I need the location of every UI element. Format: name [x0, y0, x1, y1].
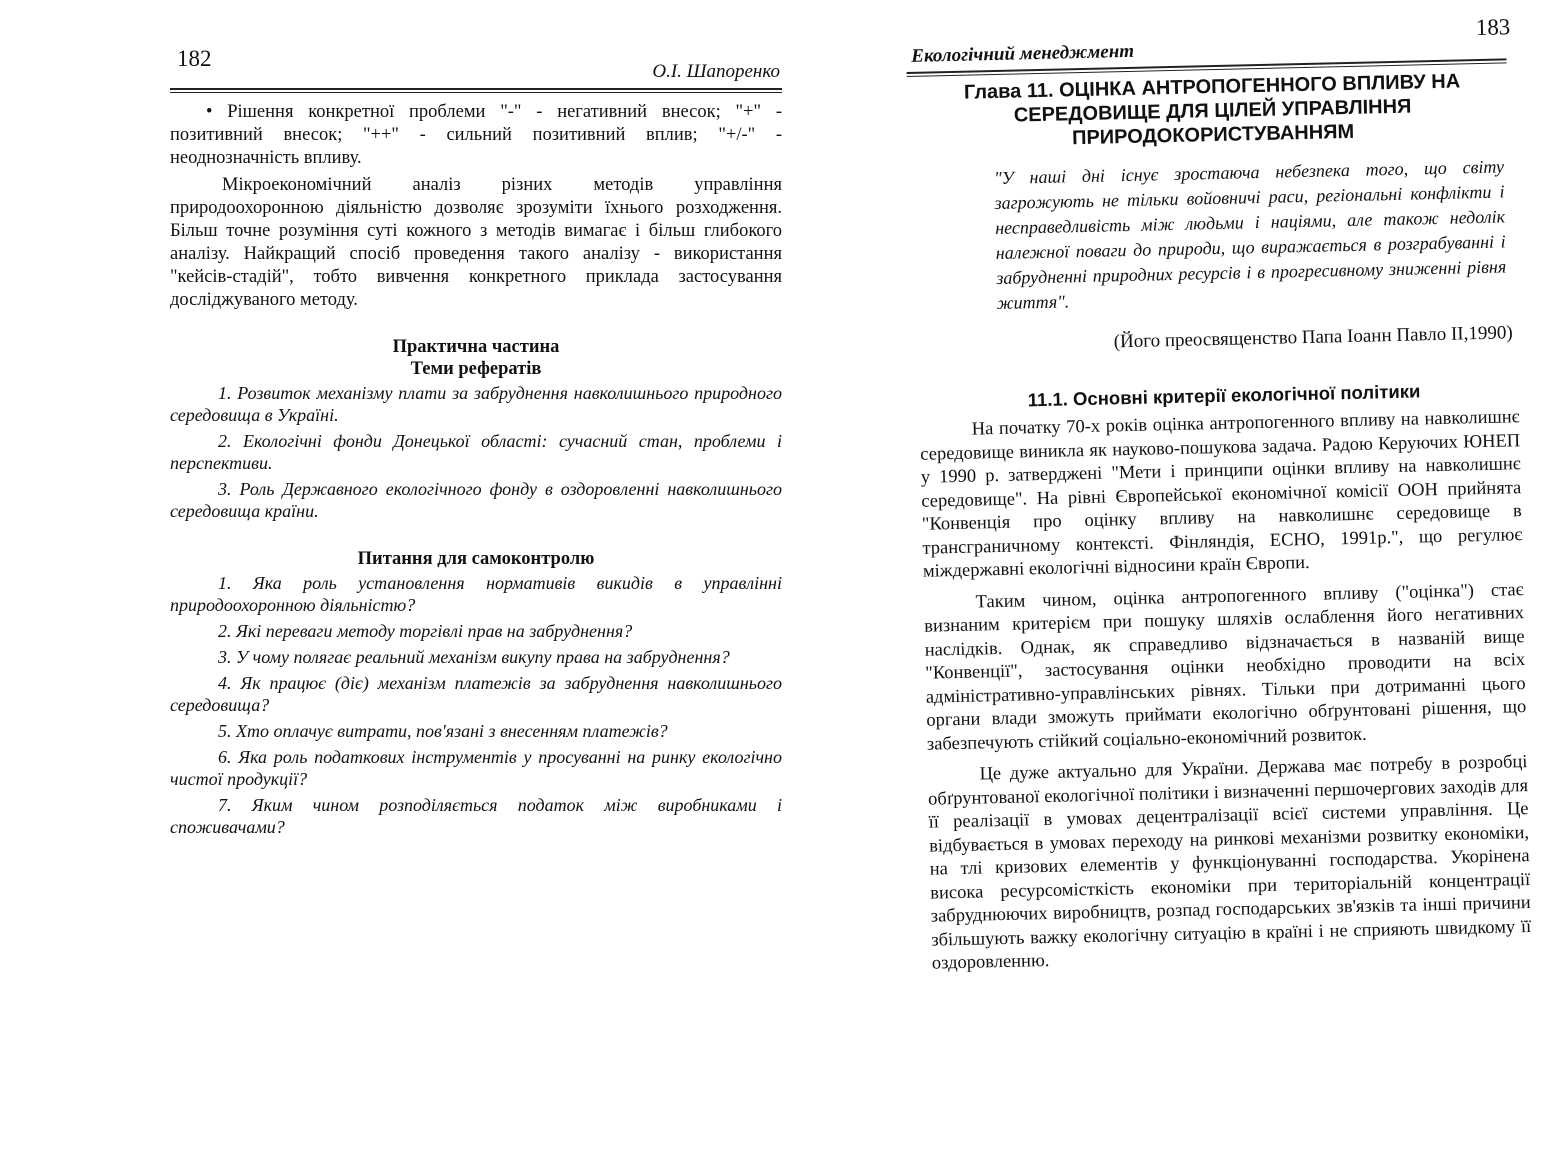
paragraph: На початку 70-х років оцінка антропогенного впливу на навколишнє середовище виникла як науково-пошукова задача. Радою Керуючих ЮНЕП у 1990 р. затверджені "Мети і принципи оцінки впливу на навколишнє середовище". На рівні Європейської економічної комісії ООН прийнята "Конвенція про оцінку впливу на навколишнє середовище в трансграничному контексті. Фінляндія, ЕСНО, 1991р.", що регулює міждержавні екологічні відносини країн Європи. — [920, 407, 1523, 582]
question-item: 5. Хто оплачує витрати, пов'язані з внесенням платежів? — [218, 721, 668, 741]
paragraph: Це дуже актуально для України. Держава має потребу в розробці обґрунтованої екологічної політики і визначенні першочергових заходів для її реалізації в умовах децентралізації всієї системи управління. Це відбувається в умовах переходу на ринкові механізми розвитку економіки, на тлі кризових елементів у функціонуванні господарства. Укорінена висока ресурсомісткість економіки при територіальній концентрації забруднюючих виробництв, розпад господарських зв'язків та інші причини збільшують важку екологічну ситуацію в країні і не сприяють швидкому її оздоровленню. — [927, 752, 1532, 974]
topics-list — [170, 382, 782, 522]
chapter-title-line: СЕРЕДОВИЩЕ ДЛЯ ЦІЛЕЙ УПРАВЛІННЯ — [1013, 95, 1412, 127]
topic-item: 1. Розвиток механізму плати за забруднення навколишнього природного середовища в Україні. — [170, 383, 782, 425]
header-rule — [170, 88, 782, 90]
header-rule-thin — [170, 92, 782, 93]
running-head: О.І. Шапоренко — [652, 61, 780, 82]
questions-list — [170, 572, 782, 838]
page-number: 183 — [1475, 14, 1511, 41]
question-item: 1. Яка роль установлення нормативів викидів в управлінні природоохоронною діяльністю? — [170, 573, 782, 615]
question-item: 6. Яка роль податкових інструментів у просуванні на ринку екологічно чистої продукції? — [170, 747, 782, 789]
intro-bullet: • Рішення конкретної проблеми "-" - негативний внесок; "+" - позитивний внесок; "++" - сильний позитивний вплив; "+/-" - неоднозначність впливу. — [170, 102, 782, 168]
running-head: Екологічний менеджмент — [911, 40, 1135, 67]
topics-heading: Теми рефератів — [410, 359, 542, 379]
chapter-title-line: ПРИРОДОКОРИСТУВАННЯМ — [1071, 120, 1355, 150]
chapter-title — [927, 69, 1498, 154]
section-title: 11.1. Основні критерії екологічної політики — [1027, 380, 1421, 411]
practical-heading: Практична частина — [392, 337, 560, 357]
topic-item: 2. Екологічні фонди Донецької області: сучасний стан, проблеми і перспективи. — [170, 431, 782, 473]
topic-item: 3. Роль Державного екологічного фонду в оздоровленні навколишнього середовища країни. — [170, 479, 782, 521]
page-number: 182 — [177, 46, 212, 71]
question-item: 3. У чому полягає реальний механізм викупу права на забруднення? — [218, 647, 730, 667]
paragraph: Таким чином, оцінка антропогенного впливу ("оцінка") стає визнаним критерієм при пошуку шляхів ослаблення його негативних наслідків. Однак, як справедливо відзначається в названій вище "Конвенції", застосування оцінки необхідно проводити на всіх адміністративно-управлінських рівнях. Тільки при дотриманні цього органи влади зможуть приймати екологічно обґрунтовані рішення, що забезпечують стійкий соціально-економічний розвиток. — [923, 579, 1527, 755]
epigraph-attribution: (Його преосвященство Папа Іоанн Павло ІІ,1990) — [1113, 322, 1513, 353]
epigraph: "У наші дні існує зростаюча небезпека того, що світу загрожують не тільки войовничі раси, регіональні конфлікти і несправедливість між людьми і націями, але також недолік належної поваги до природи, що виражається в розграбуванні і забрудненні природних ресурсів і в прогресивному зниженні рівня життя". — [993, 156, 1507, 313]
questions-heading: Питання для самоконтролю — [357, 549, 595, 569]
question-item: 2. Які переваги методу торгівлі прав на забруднення? — [218, 621, 633, 641]
paragraph: Мікроекономічний аналіз різних методів управління природоохоронною діяльністю дозволяє зрозуміти їхнього розходження. Більш точне розуміння суті кожного з методів вимагає і більш глибокого аналізу. Найкращий спосіб проведення такого аналізу - використання "кейсів-стадій", тобто вивчення конкретного приклада застосування досліджуваного методу. — [170, 175, 782, 310]
chapter-title-line: Глава 11. ОЦІНКА АНТРОПОГЕННОГО ВПЛИВУ НА — [963, 70, 1461, 104]
question-item: 7. Яким чином розподіляється податок між виробниками і споживачами? — [170, 795, 782, 837]
question-item: 4. Як працює (діє) механізм платежів за забруднення навколишнього середовища? — [170, 673, 782, 715]
section-body — [920, 406, 1532, 976]
body-text — [170, 101, 782, 838]
